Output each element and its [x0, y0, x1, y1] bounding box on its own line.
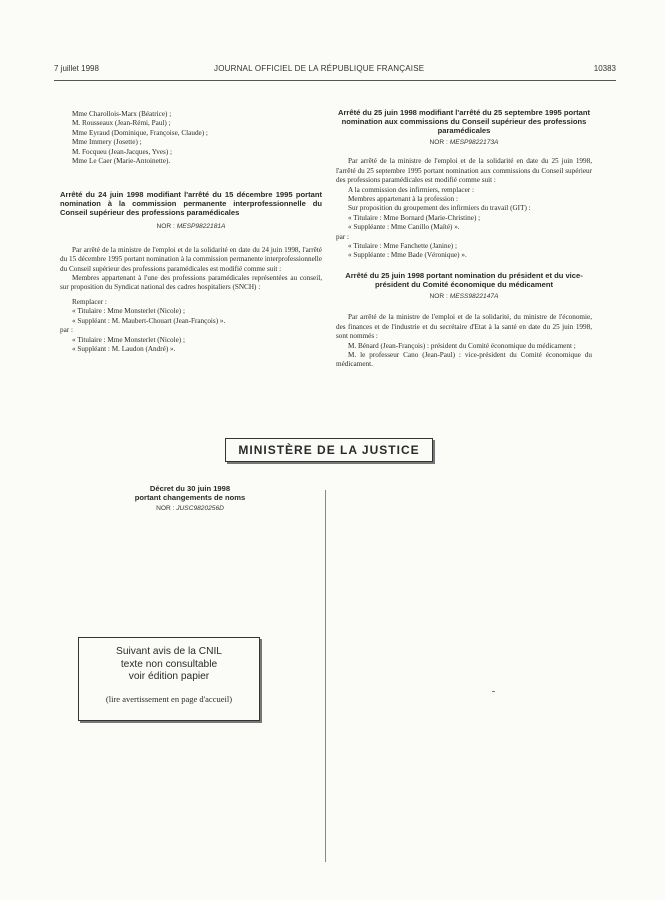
nor-code: MESS9822147A	[449, 292, 499, 300]
list-item: « Titulaire : Mme Bornard (Marie-Christine) ;	[348, 213, 481, 222]
names-list	[60, 110, 322, 166]
nor-label: NOR :	[156, 223, 175, 231]
list-item: « Titulaire : Mme Fanchette (Janine) ;	[348, 242, 457, 251]
right-column	[336, 108, 592, 370]
list-item: Mme Immery (Josette) ;	[72, 138, 142, 147]
decret-title-line1: Décret du 30 juin 1998	[149, 484, 231, 493]
paragraph: par :	[60, 326, 73, 335]
arrete-comite-medicament-title: Arrêté du 25 juin 1998 portant nomination du président et du vice-président du Comité économique du médicament	[345, 270, 583, 289]
list-item: Mme Eyraud (Dominique, Françoise, Claude) ;	[72, 128, 208, 137]
cnil-line1: Suivant avis de la CNIL	[116, 646, 222, 657]
paragraph: A la commission des infirmiers, remplacer :	[348, 185, 474, 194]
decret-section	[80, 484, 300, 513]
nor-reference	[336, 292, 592, 301]
page-header	[54, 64, 616, 76]
cnil-line3: voir édition papier	[128, 671, 210, 682]
paragraph: Par arrêté de la ministre de l'emploi et de la solidarité, du ministre de l'économie, des finances et de l'industrie et du secrétaire d'Etat à la santé en date du 25 juin 1998, sont nommés :	[336, 313, 592, 341]
list-item: « Titulaire : Mme Monsterlet (Nicole) ;	[72, 335, 185, 344]
page-number: 10383	[593, 64, 616, 73]
arrete-25-juin-title: Arrêté du 25 juin 1998 modifiant l'arrêté du 25 septembre 1995 portant nomination aux commissions du Conseil supérieur des professions paramédicales	[337, 108, 591, 135]
paragraph: Membres appartenant à l'une des professions paramédicales représentées au conseil, sur proposition du Syndicat national des cadres hospitaliers (SNCH) :	[60, 274, 322, 292]
list-item: Mme Charollois-Marx (Béatrice) ;	[72, 110, 172, 118]
list-item: « Suppléant : M. Maubert-Chouart (Jean-François) ».	[72, 316, 226, 325]
list-item: « Suppléante : Mme Canillo (Maïté) ».	[348, 223, 460, 232]
cnil-note: (lire avertissement en page d'accueil)	[105, 693, 233, 704]
paragraph: Par arrêté de la ministre de l'emploi et de la solidarité en date du 24 juin 1998, l'arrêté du 15 décembre 1995 portant nomination à la commission permanente interprofessionnelle du Conseil supérieur des professions paramédicales est modifié comme suit :	[60, 245, 322, 273]
nor-reference	[80, 504, 300, 513]
nor-code: MESP9822173A	[449, 139, 499, 146]
list-item: M. Rousseaux (Jean-Rémi, Paul) ;	[72, 119, 171, 128]
left-column	[60, 110, 322, 354]
scan-speck	[492, 691, 495, 692]
cnil-line2: texte non consultable	[120, 658, 218, 670]
paragraph: M. Bénard (Jean-François) : président du Comité économique du médicament ;	[348, 341, 576, 350]
paragraph: Sur proposition du groupement des infirmiers du travail (GIT) :	[348, 204, 531, 213]
decret-title-line2: portant changements de noms	[134, 493, 246, 502]
paragraph: Par arrêté de la ministre de l'emploi et de la solidarité en date du 25 juin 1998, l'arrêté du 25 septembre 1995 portant nomination aux commissions du Conseil supérieur des professions paramédicales est modifié comme suit :	[336, 157, 592, 185]
journal-title: JOURNAL OFFICIEL DE LA RÉPUBLIQUE FRANÇAISE	[214, 64, 425, 73]
cnil-notice-box	[78, 637, 260, 721]
list-item: Mme Le Caer (Marie-Antoinette).	[72, 157, 171, 166]
paragraph: Membres appartenant à la profession :	[348, 195, 458, 204]
list-item: « Titulaire : Mme Monsterlet (Nicole) ;	[72, 307, 185, 316]
paragraph: M. le professeur Cano (Jean-Paul) : vice-président du Comité économique du médicament.	[336, 350, 592, 369]
nor-label: NOR :	[429, 139, 448, 146]
arrete-24-juin-title: Arrêté du 24 juin 1998 modifiant l'arrêté du 15 décembre 1995 portant nomination à la commission permanente interprofessionnelle du Conseil supérieur des professions paramédicales	[60, 190, 322, 218]
list-item: M. Focqueu (Jean-Jacques, Yves) ;	[72, 147, 173, 156]
list-item: « Suppléant : M. Laudon (André) ».	[72, 344, 176, 353]
column-divider	[325, 490, 326, 862]
header-rule	[54, 80, 616, 81]
paragraph: Remplacer :	[72, 297, 107, 306]
nor-label: NOR :	[156, 505, 175, 512]
nor-reference	[336, 138, 592, 147]
list-item: « Suppléante : Mme Bade (Véronique) ».	[348, 251, 467, 260]
paragraph: par :	[336, 232, 349, 241]
nor-label: NOR :	[429, 292, 448, 300]
nor-code: MESP9822181A	[176, 223, 226, 231]
nor-code: JUSC9820256D	[176, 505, 224, 512]
ministry-heading: MINISTÈRE DE LA JUSTICE	[225, 438, 433, 462]
nor-reference	[60, 222, 322, 231]
issue-date: 7 juillet 1998	[54, 64, 99, 73]
